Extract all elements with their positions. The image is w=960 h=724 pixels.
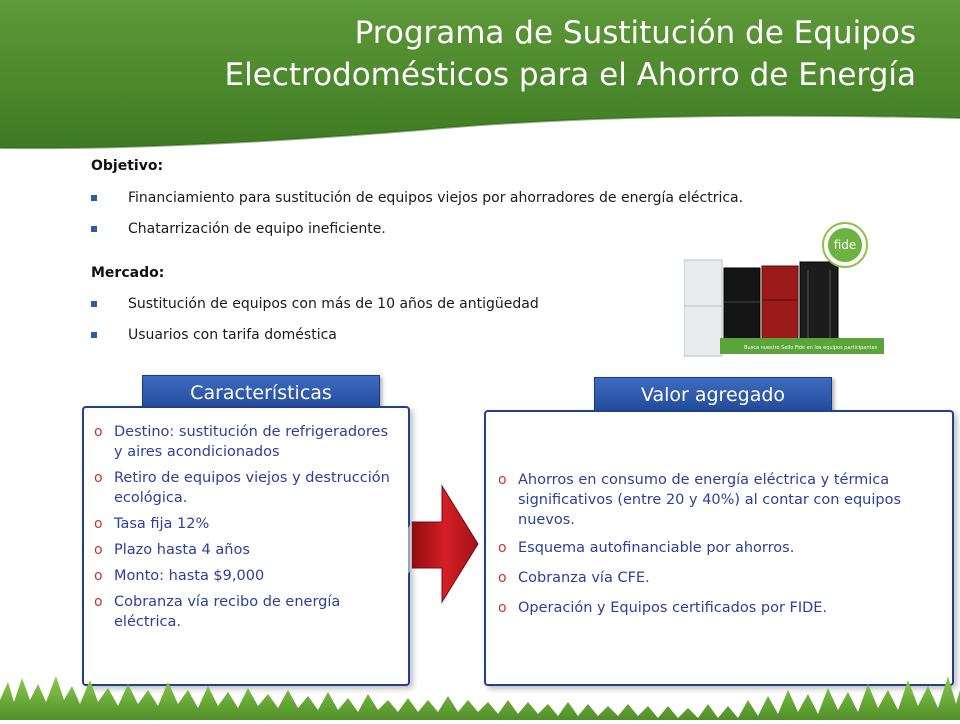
mercado-item-1: Sustitución de equipos con más de 10 años de antigüedad <box>128 296 539 312</box>
circle-bullet-icon: o <box>94 568 103 584</box>
mercado-heading: Mercado: <box>91 265 165 281</box>
grass-decoration <box>0 660 960 720</box>
bullet-marker <box>91 195 97 201</box>
circle-bullet-icon: o <box>94 516 103 532</box>
header-banner <box>0 0 960 160</box>
product-banner-text: Busca nuestro Sello Fide en los equipos participantes <box>744 345 878 351</box>
list-item: o Cobranza vía recibo de energía eléctrica. <box>94 594 341 630</box>
list-item: o Esquema autofinanciable por ahorros. <box>498 540 795 556</box>
title-line-2: Electrodomésticos para el Ahorro de Energía <box>224 57 916 93</box>
circle-bullet-icon: o <box>94 542 103 558</box>
objetivo-item-1: Financiamiento para sustitución de equipos viejos por ahorradores de energía eléctrica. <box>128 190 744 206</box>
valor-agregado-box <box>484 410 954 686</box>
circle-bullet-icon: o <box>94 424 103 440</box>
list-item: o Ahorros en consumo de energía eléctrica y térmica significativos (entre 20 y 40%) al contar con equipos nuevos. <box>498 472 902 528</box>
fide-logo <box>822 222 868 268</box>
objetivo-item-2: Chatarrización de equipo ineficiente. <box>128 221 386 237</box>
bullet-marker <box>91 332 97 338</box>
list-item: o Retiro de equipos viejos y destrucción ecológica. <box>94 470 390 506</box>
circle-bullet-icon: o <box>498 540 507 556</box>
list-item: o Cobranza vía CFE. <box>498 570 650 586</box>
refrigerators-image <box>684 222 884 360</box>
objetivo-heading: Objetivo: <box>91 158 164 174</box>
page-title <box>56 12 916 96</box>
title-line-1: Programa de Sustitución de Equipos <box>354 15 916 51</box>
circle-bullet-icon: o <box>498 570 507 586</box>
list-item: o Monto: hasta $9,000 <box>94 568 265 584</box>
circle-bullet-icon: o <box>498 600 507 616</box>
bullet-marker <box>91 226 97 232</box>
list-item: o Destino: sustitución de refrigeradores y aires acondicionados <box>94 424 389 460</box>
valor-agregado-list <box>496 470 926 618</box>
bullet-marker <box>91 301 97 307</box>
circle-bullet-icon: o <box>498 472 507 488</box>
red-arrow-icon <box>408 482 482 616</box>
mercado-item-2: Usuarios con tarifa doméstica <box>128 327 337 343</box>
circle-bullet-icon: o <box>94 594 103 610</box>
list-item: o Plazo hasta 4 años <box>94 542 250 558</box>
list-item: o Operación y Equipos certificados por FIDE. <box>498 600 828 616</box>
caracteristicas-list <box>92 422 392 632</box>
valor-agregado-badge: Valor agregado <box>594 377 832 413</box>
list-item: o Tasa fija 12% <box>94 516 210 532</box>
fide-logo-text: fide <box>833 238 857 252</box>
caracteristicas-box <box>82 406 410 686</box>
circle-bullet-icon: o <box>94 470 103 486</box>
caracteristicas-badge: Características <box>142 375 380 411</box>
